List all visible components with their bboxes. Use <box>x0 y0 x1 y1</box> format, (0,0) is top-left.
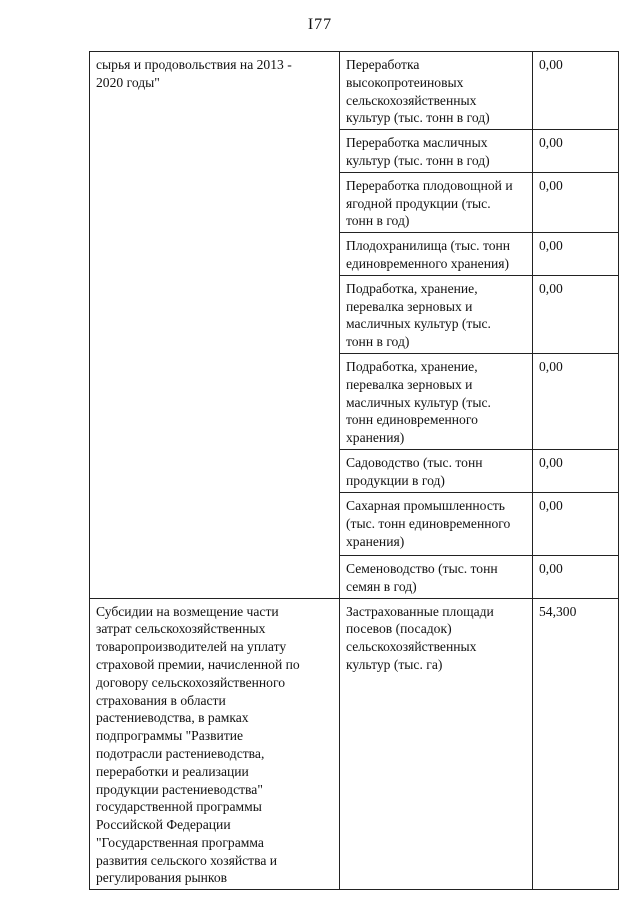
value-cell <box>533 52 619 130</box>
indicator-cell <box>340 492 533 555</box>
value-cell <box>533 492 619 555</box>
indicator-cell <box>340 275 533 353</box>
indicator-cell <box>340 52 533 130</box>
value-cell <box>533 130 619 173</box>
value-text: 0,00 <box>539 497 563 513</box>
program-text: Субсидии на возмещение части затрат сельскохозяйственных товаропроизводителей на уплату страховой премии, начисленной по договору сельскохозяйственного страхования в области растениеводства, в рамках подпрограммы "Развитие подотрасли растениеводства, переработки и реализации продукции растениеводства" государственной программы Российской Федерации "Государственная программа развития сельского хозяйства и регулирования рынков <box>96 603 300 886</box>
value-cell <box>533 172 619 232</box>
value-text: 0,00 <box>539 560 563 576</box>
indicators-table <box>89 51 619 890</box>
indicator-cell <box>340 353 533 449</box>
indicator-text: Подработка, хранение, перевалка зерновых и масличных культур (тыс. тонн в год) <box>346 280 491 350</box>
value-cell <box>533 555 619 598</box>
indicator-text: Сахарная промышленность (тыс. тонн единовременного хранения) <box>346 497 511 549</box>
page-number: I77 <box>307 16 333 33</box>
indicator-cell <box>340 233 533 276</box>
table-row <box>90 52 619 130</box>
indicator-text: Застрахованные площади посевов (посадок) сельскохозяйственных культур (тыс. га) <box>346 603 494 672</box>
indicator-text: Садоводство (тыс. тонн продукции в год) <box>346 454 483 488</box>
indicator-cell <box>340 449 533 492</box>
value-cell <box>533 233 619 276</box>
value-cell <box>533 598 619 890</box>
indicator-text: Плодохранилища (тыс. тонн единовременного хранения) <box>346 238 511 271</box>
indicator-text: Подработка, хранение, перевалка зерновых и масличных культур (тыс. тонн единовременного хранения) <box>346 358 491 446</box>
value-text: 0,00 <box>539 135 563 151</box>
value-text: 0,00 <box>539 454 563 470</box>
indicator-cell <box>340 172 533 232</box>
value-text: 0,00 <box>539 57 563 72</box>
value-text: 0,00 <box>539 358 563 374</box>
value-cell <box>533 353 619 449</box>
indicator-cell <box>340 555 533 598</box>
program-cell <box>90 598 340 890</box>
value-cell <box>533 275 619 353</box>
value-cell <box>533 449 619 492</box>
table-row <box>90 598 619 890</box>
indicator-text: Семеноводство (тыс. тонн семян в год) <box>346 560 498 594</box>
value-text: 0,00 <box>539 238 563 254</box>
program-text: сырья и продовольствия на 2013 - 2020 годы" <box>96 57 292 90</box>
indicator-text: Переработка плодовощной и ягодной продукции (тыс. тонн в год) <box>346 177 513 229</box>
value-text: 54,300 <box>539 603 577 619</box>
indicator-text: Переработка высокопротеиновых сельскохозяйственных культур (тыс. тонн в год) <box>346 57 490 126</box>
indicator-cell <box>340 130 533 173</box>
value-text: 0,00 <box>539 280 563 296</box>
value-text: 0,00 <box>539 177 563 193</box>
indicator-text: Переработка масличных культур (тыс. тонн в год) <box>346 135 490 168</box>
program-cell <box>90 52 340 599</box>
indicator-cell <box>340 598 533 890</box>
